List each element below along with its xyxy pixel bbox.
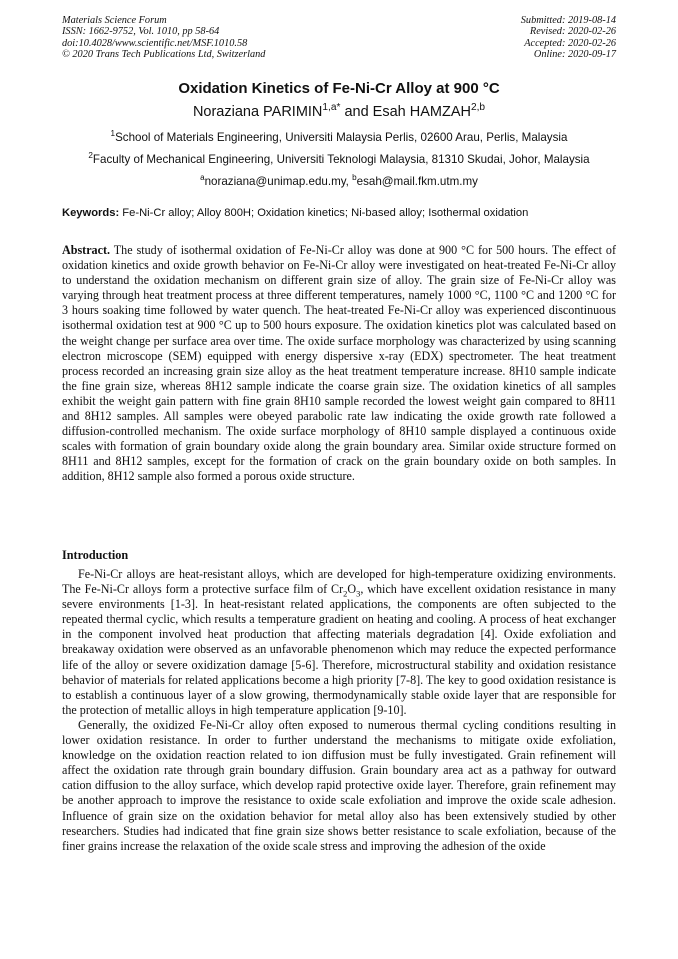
journal-copyright: © 2020 Trans Tech Publications Ltd, Switzerland [62, 49, 266, 61]
email-b[interactable]: esah@mail.fkm.utm.my [356, 175, 478, 188]
abstract-text: The study of isothermal oxidation of Fe-Ni-Cr alloy was done at 900 °C for 500 hours. The effect of oxidation kinetics and oxide growth behavior on Fe-Ni-Cr alloy were investigated on heat-treated Fe-Ni-Cr alloy to understand the oxidation mechanism on different grain size of alloy. The grain size of Fe-Ni-Cr alloy was varying through heat treatment process at three different temperatures, namely 1000 °C, 1100 °C and 1200 °C for 3 hours soaking time followed by water quench. The heat-treated Fe-Ni-Cr alloy was experienced discontinuous isothermal oxidation test at 900 °C up to 500 hours exposure. The oxidation kinetics plot was calculated based on the weight change per surface area over time. The oxide surface morphology was characterized by using scanning electron microscope (SEM) equipped with energy dispersive x-ray (EDX) spectrometer. The heat treatment process recorded an increasing grain size alloy as the heat treatment temperature increase. 8H10 sample indicate the fine grain size, whereas 8H12 sample indicate the coarse grain size. The oxidation kinetics of all samples exhibit the weight gain pattern with fine grain 8H10 sample recorded the lowest weight gain compared to 8H11 and 8H12 samples. All samples were obeyed parabolic rate law indicating the oxide growth rate followed a diffusion-controlled mechanism. The oxide surface morphology of 8H10 sample displayed a continuous oxide scales with formation of grain boundary oxide along the grain boundary area. Similar oxide structure formed on 8H11 and 8H12 samples, except for the formation of crack on the grain boundary oxide on both samples. In addition, 8H12 sample also formed a porous oxide structure. [62, 243, 616, 484]
journal-doi: doi:10.4028/www.scientific.net/MSF.1010.58 [62, 37, 248, 49]
journal-info [62, 15, 265, 61]
affiliation-2 [62, 153, 616, 166]
intro-p1-part-a: Fe-Ni-Cr alloys are heat-resistant alloys, which are developed for high-temperature oxidizing environments. The Fe-Ni-Cr alloys form a protective surface film of Cr [62, 567, 616, 597]
author-line [62, 104, 616, 120]
author-2-marker: 2,b [470, 102, 486, 114]
introduction-heading: Introduction [62, 548, 129, 562]
journal-header [62, 15, 616, 61]
email-a-marker: a [200, 173, 205, 183]
journal-name: Materials Science Forum [62, 15, 167, 26]
author-conjunction: and [340, 104, 373, 120]
abstract [62, 243, 616, 485]
intro-p1-part-b: O [347, 582, 357, 597]
publication-dates [521, 15, 616, 61]
date-accepted: Accepted: 2020-02-26 [524, 37, 616, 49]
date-submitted: Submitted: 2019-08-14 [520, 15, 616, 26]
affiliation-1-text: School of Materials Engineering, Universiti Malaysia Perlis, 02600 Arau, Perlis, Malaysia [115, 131, 568, 144]
email-a[interactable]: noraziana@unimap.edu.my, [204, 175, 353, 188]
intro-paragraph-1 [62, 567, 616, 718]
date-online: Online: 2020-09-17 [533, 49, 616, 61]
intro-paragraph-2: Generally, the oxidized Fe-Ni-Cr alloy often exposed to numerous thermal cycling conditions resulting in lower oxidation resistance. In order to further understand the mechanisms to mitigate oxide exfoliation, knowledge on the oxidation reaction related to ion diffusion must be fully investigated. Grain refinement will affect the oxidation rate through grain boundary diffusion. Grain boundary area act as a pathway for outward cation diffusion to the alloy surface, which develop rapid protective oxide layer. Therefore, grain refinement may be another approach to improve the resistance to oxide scale exfoliation and improve the oxide scale adhesion. Influence of grain size on the oxidation behavior for metal alloy also has been extensively studied by other researchers. Studies had indicated that fine grain size shows better resistance to scale exfoliation, because of the finer grains increase the relaxation of the oxide scale stress and improving the adhesion of the oxide [62, 717, 616, 853]
abstract-label: Abstract. [62, 243, 111, 257]
affiliation-2-text: Faculty of Mechanical Engineering, Universiti Teknologi Malaysia, 81310 Skudai, Johor, Malaysia [92, 153, 590, 166]
keywords-text: Fe-Ni-Cr alloy; Alloy 800H; Oxidation kinetics; Ni-based alloy; Isothermal oxidation [119, 207, 529, 219]
keywords [62, 207, 616, 219]
affiliation-1-marker: 1 [110, 129, 116, 139]
affiliation-2-marker: 2 [88, 151, 93, 161]
intro-p1-sub-2: 3 [356, 588, 361, 599]
journal-issn: ISSN: 1662-9752, Vol. 1010, pp 58-64 [62, 26, 220, 38]
author-emails [62, 175, 616, 188]
author-1-marker: 1,a* [322, 102, 341, 114]
author-1: Noraziana PARIMIN [192, 104, 323, 120]
intro-p1-part-c: , which have excellent oxidation resistance in many severe environments [1-3]. In heat-resistant related applications, the components are often subjected to the repeated thermal cyclic, which results a temperature gradient on heating and cooling. A process of heat exchanger in the component involved heat production that affecting materials degradation [4]. Oxide exfoliation and breakaway oxidation were observed as an unfavorable phenomenon which may reduce the expected performance life of the alloy or severe oxidization damage [5-6]. Therefore, microstructural stability and oxidation resistance behavior of materials for related applications become a high priority [7-8]. The key to good oxidation resistance is to establish a continuous layer of a slow growing, thermodynamically stable oxide layer that are responsible for the protection of metallic alloys in high temperature application [9-10]. [62, 582, 617, 717]
author-2: Esah HAMZAH [372, 104, 471, 120]
introduction-body [62, 567, 616, 854]
keywords-label: Keywords: [62, 207, 120, 219]
affiliation-1 [62, 131, 616, 144]
paper-title: Oxidation Kinetics of Fe-Ni-Cr Alloy at 900 °C [178, 80, 500, 97]
date-revised: Revised: 2020-02-26 [529, 26, 616, 38]
intro-p1-sub-1: 2 [343, 588, 348, 599]
email-b-marker: b [352, 173, 357, 183]
